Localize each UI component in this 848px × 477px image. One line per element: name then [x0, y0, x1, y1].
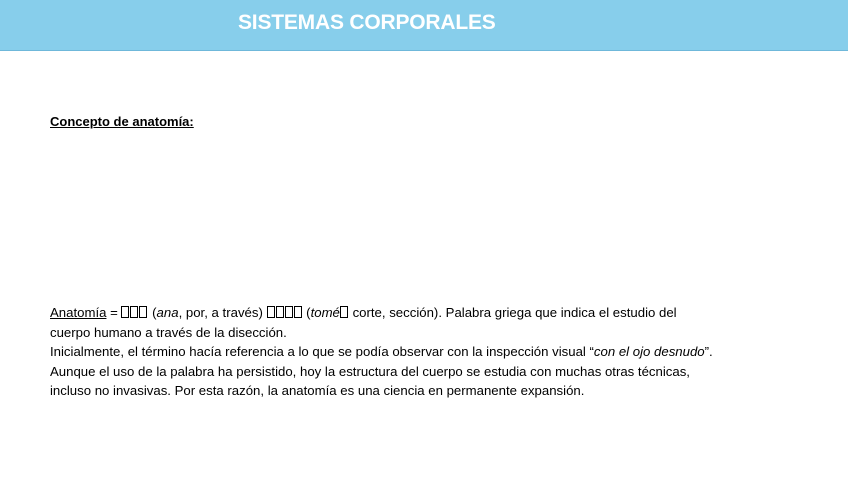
paragraph-line-2: cuerpo humano a través de la disección. — [50, 324, 287, 340]
section-heading: Concepto de anatomía: — [50, 114, 194, 129]
equals-sign: = — [106, 305, 122, 320]
part2-rest: corte, sección). Palabra griega que indica el estudio del — [348, 305, 677, 320]
part2-open: ( — [302, 305, 311, 320]
missing-glyph — [340, 306, 348, 318]
paragraph-line-4: Aunque el uso de la palabra ha persistido, hoy la estructura del cuerpo se estudia con muchas otras técnicas, — [50, 363, 690, 379]
paragraph-line-5: incluso no invasivas. Por esta razón, la anatomía es una ciencia en permanente expansión. — [50, 383, 585, 398]
definition-paragraph — [50, 303, 795, 401]
line3-italic: con el ojo desnudo — [593, 344, 705, 359]
part2-italic: tomé — [310, 305, 340, 320]
term-anatomia: Anatomía — [50, 305, 107, 320]
greek-word-ana — [121, 303, 148, 323]
paragraph-line-1 — [50, 303, 795, 323]
line3-start: Inicialmente, el término hacía referencia a lo que se podía observar con la inspección visual “ — [50, 344, 594, 359]
line3-end: ”. — [704, 344, 713, 359]
part1-open: ( — [148, 305, 157, 320]
title-bar — [0, 0, 848, 51]
greek-word-tome — [267, 303, 303, 323]
part1-italic: ana — [156, 305, 179, 320]
paragraph-line-3 — [50, 342, 795, 362]
part1-rest: , por, a través) — [178, 305, 267, 320]
page-title: SISTEMAS CORPORALES — [238, 11, 496, 34]
